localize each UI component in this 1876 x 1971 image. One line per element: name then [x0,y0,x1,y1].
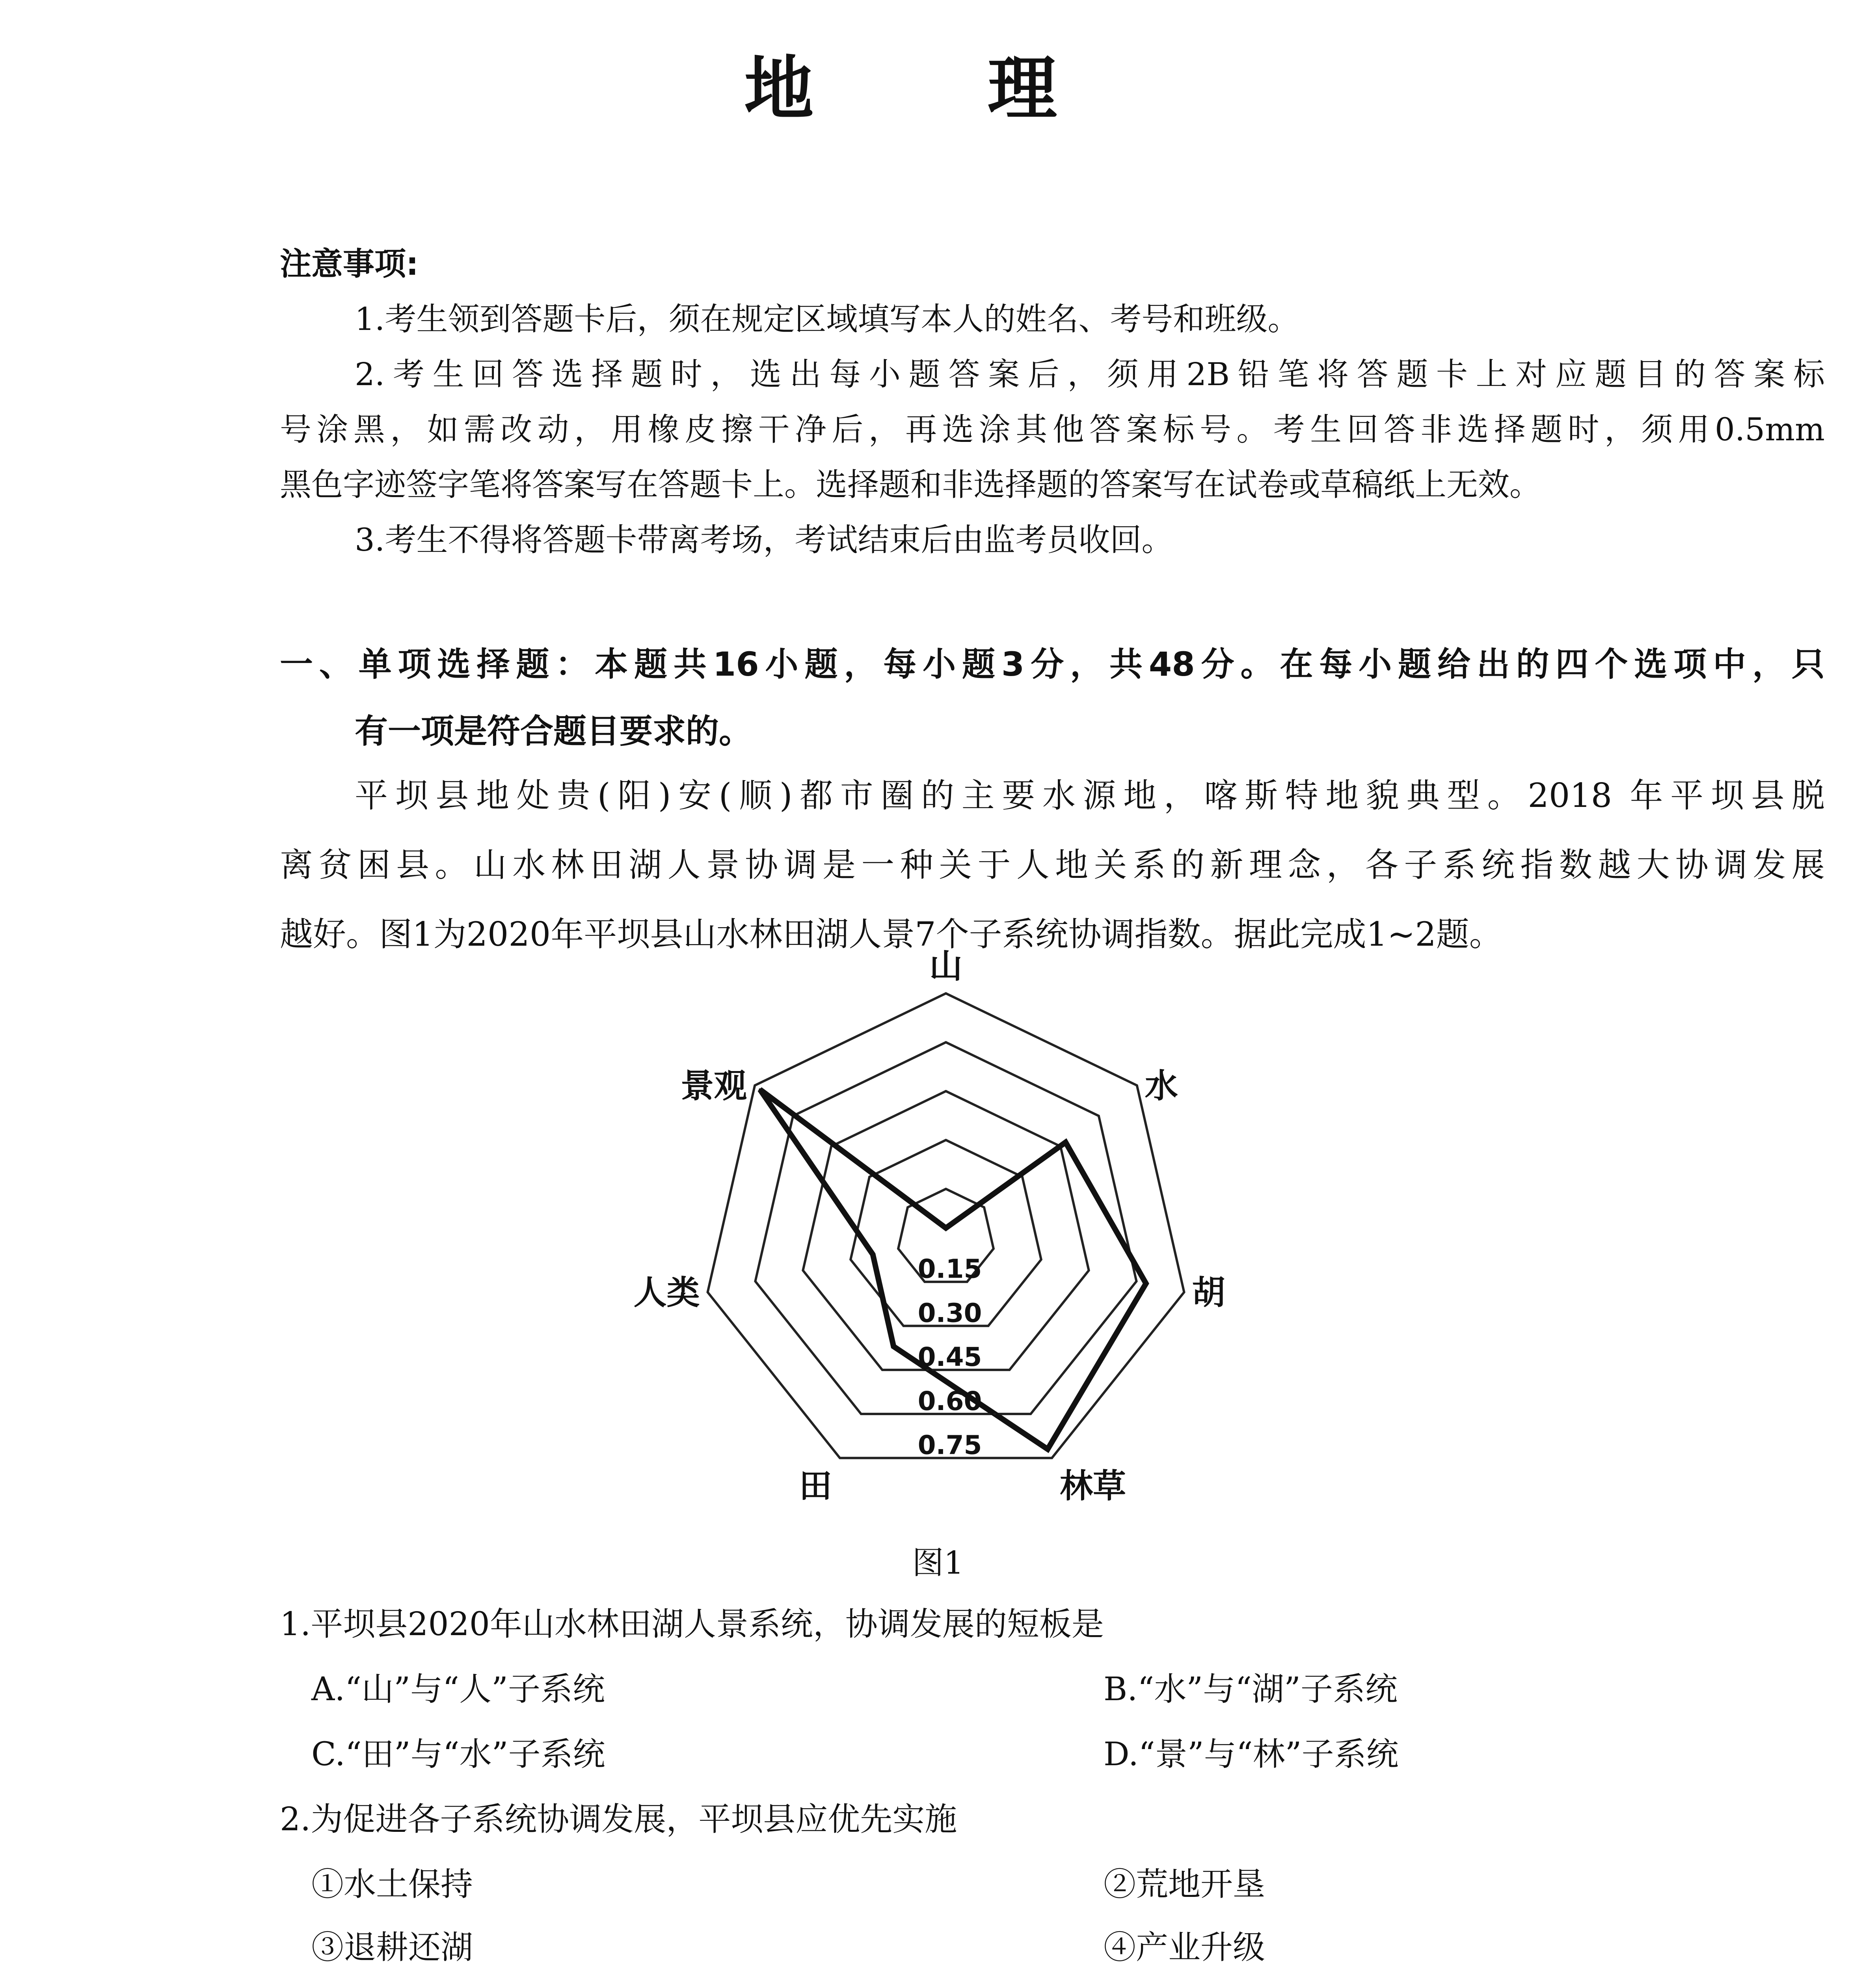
question-1-option-a: A.“山”与“人”子系统 [311,1671,605,1708]
figure-caption: 图1 [912,1544,964,1581]
question-2-item-3: ③退耕还湖 [311,1929,473,1966]
ring-label-5: 0.75 [918,1430,982,1461]
ring-label-4: 0.60 [918,1386,982,1416]
axis-label-景观: 景观 [681,1066,747,1105]
notice-item-3: 3.考生不得将答题卡带离考场，考试结束后由监考员收回。 [355,522,1173,558]
axis-label-山: 山 [929,947,963,986]
passage-line-3: 越好。图1为2020年平坝县山水林田湖人景7个子系统协调指数。据此完成1~2题。 [280,915,1502,954]
question-1-option-d: D.“景”与“林”子系统 [1104,1736,1399,1773]
data-point-山 [945,1227,947,1229]
axis-label-水: 水 [1145,1066,1178,1105]
question-2-stem: 2.为促进各子系统协调发展，平坝县应优先实施 [280,1801,957,1838]
ring-label-3: 0.45 [918,1342,982,1373]
radar-chart [591,947,1261,1529]
data-point-田 [892,1345,895,1348]
axis-label-湖: 胡 [1192,1273,1225,1312]
axis-label-人类: 人类 [633,1273,700,1312]
question-1-stem: 1.平坝县2020年山水林田湖人景系统，协调发展的短板是 [280,1606,1104,1643]
question-1-option-b: B.“水”与“湖”子系统 [1104,1671,1398,1708]
data-point-林草 [1046,1448,1049,1450]
data-point-景观 [759,1088,761,1091]
ring-label-2: 0.30 [918,1298,982,1328]
notice-item-2-line-3: 黑色字迹签字笔将答案写在答题卡上。选择题和非选择题的答案写在试卷或草稿纸上无效。 [280,466,1541,503]
question-2-item-1: ①水土保持 [311,1866,473,1903]
data-point-湖 [1145,1282,1147,1285]
passage-line-1: 平坝县地处贵(阳)安(顺)都市圈的主要水源地，喀斯特地貌典型。2018 年平坝县脱 [355,776,1825,815]
notice-section [280,237,1825,568]
data-point-人类 [872,1253,874,1256]
axis-label-林草: 林草 [1060,1466,1126,1505]
section-heading-line-1: 一、单项选择题：本题共16小题，每小题3分，共48分。在每小题给出的四个选项中，只 [280,645,1825,684]
data-point-水 [1065,1141,1067,1144]
question-2-item-2: ②荒地开垦 [1104,1866,1266,1903]
ring-label-1: 0.15 [918,1254,982,1284]
axis-label-田: 田 [798,1466,832,1505]
notice-item-2-line-2: 号涂黑，如需改动，用橡皮擦干净后，再选涂其他答案标号。考生回答非选择题时，须用0.5mm [280,411,1825,448]
passage-line-2: 离贫困县。山水林田湖人景协调是一种关于人地关系的新理念，各子系统指数越大协调发展 [280,846,1825,884]
question-2-item-4: ④产业升级 [1104,1929,1266,1966]
page-title: 地 理 [744,48,1132,129]
passage [280,761,1825,969]
notice-heading: 注意事项: [280,246,419,282]
notice-item-2-line-1: 2.考生回答选择题时，选出每小题答案后，须用2B铅笔将答题卡上对应题目的答案标 [355,356,1825,393]
notice-item-1: 1.考生领到答题卡后，须在规定区域填写本人的姓名、考号和班级。 [355,301,1299,337]
section-heading-line-2: 有一项是符合题目要求的。 [355,712,752,751]
section-heading [280,631,1825,765]
question-1-option-c: C.“田”与“水”子系统 [311,1736,605,1773]
